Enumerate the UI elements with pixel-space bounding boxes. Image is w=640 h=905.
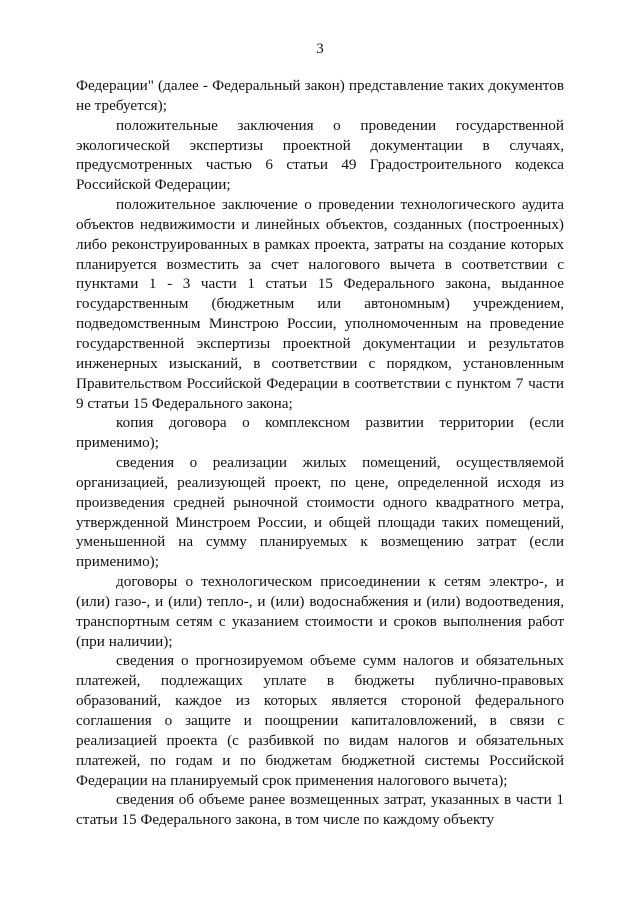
- paragraph-network-connection-contracts: договоры о технологическом присоединении к сетям электро-, и (или) газо-, и (или) тепло-, и (или) водоснабжения и (или) водоотведения, транспортным сетям с указанием стоимости и сроков выполнения работ (при наличии);: [76, 573, 564, 650]
- paragraph-reimbursed-costs: сведения об объеме ранее возмещенных затрат, указанных в части 1 статьи 15 Федерального закона, в том числе по каждому объекту: [76, 791, 564, 829]
- paragraph-ecological-expertise: положительные заключения о проведении государственной экологической экспертизы проектной документации в случаях, предусмотренных частью 6 статьи 49 Градостроительного кодекса Российской Федерации;: [76, 116, 564, 194]
- paragraph-territory-development-contract: копия договора о комплексном развитии территории (если применимо);: [76, 414, 564, 452]
- page-number: 3: [316, 41, 324, 57]
- document-body: [76, 76, 564, 830]
- paragraph-technological-audit: положительное заключение о проведении технологического аудита объектов недвижимости и линейных объектов, созданных (построенных) либо реконструированных в рамках проекта, затраты на создание которых планируется возместить за счет налогового вычета в соответствии с пунктами 1 - 3 части 1 статьи 15 Федерального закона, выданное государственным (бюджетным или автономным) учреждением, подведомственным Минстрою России, уполномоченным на проведение государственной экспертизы проектной документации и результатов инженерных изысканий, в соответствии с порядком, установленным Правительством Российской Федерации в соответствии с пунктом 7 части 9 статьи 15 Федерального закона;: [76, 196, 564, 412]
- paragraph-federal-law-continuation: Федерации" (далее - Федеральный закон) представление таких документов не требуется);: [76, 77, 564, 114]
- paragraph-housing-sales-info: сведения о реализации жилых помещений, осуществляемой организацией, реализующей проект, по цене, определенной исходя из произведения средней рыночной стоимости одного квадратного метра, утвержденной Минстроем России, и общей площади таких помещений, уменьшенной на сумму планируемых к возмещению затрат (если применимо);: [76, 454, 564, 571]
- paragraph-tax-forecast: сведения о прогнозируемом объеме сумм налогов и обязательных платежей, подлежащих уплате в бюджеты публично-правовых образований, каждое из которых является стороной федерального соглашения о защите и поощрении капиталовложений, в связи с реализацией проекта (с разбивкой по видам налогов и обязательных платежей, по годам и по бюджетам бюджетной системы Российской Федерации на планируемый срок применения налогового вычета);: [76, 652, 564, 789]
